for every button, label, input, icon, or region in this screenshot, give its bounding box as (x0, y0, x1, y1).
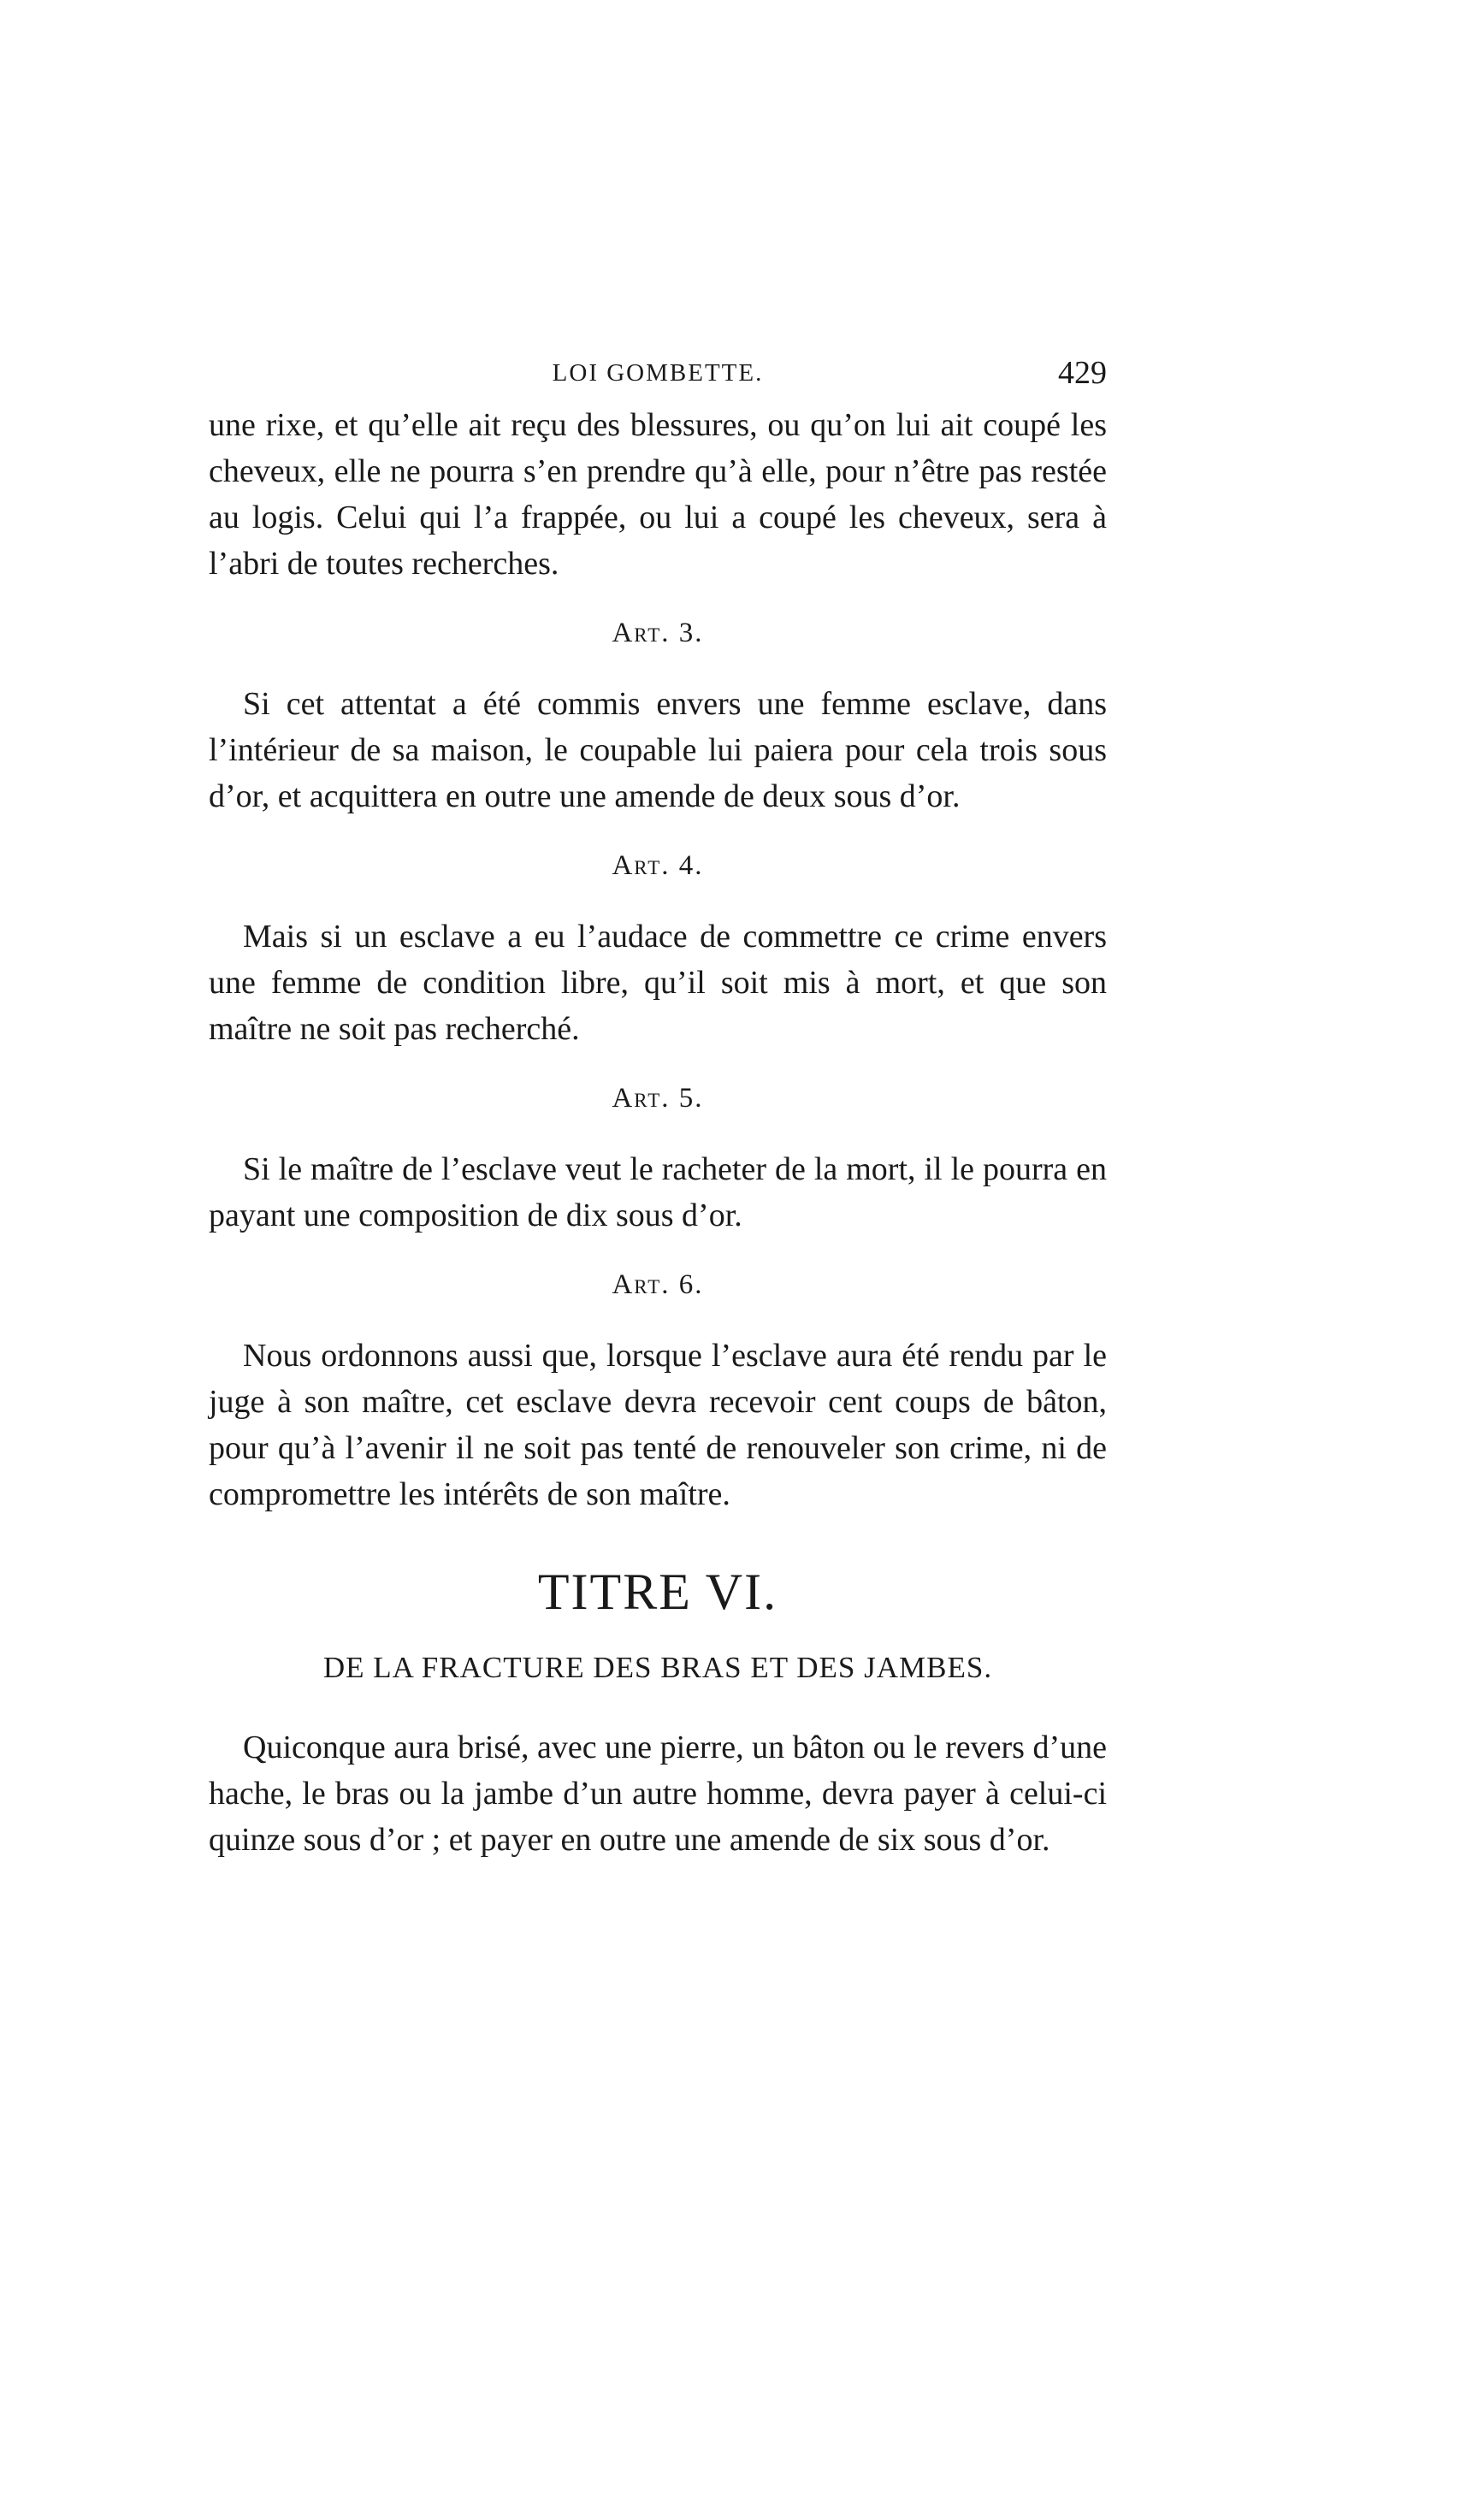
body-text (209, 402, 1107, 1863)
titre-text: Quiconque aura brisé, avec une pierre, un bâton ou le revers d’une hache, le bras ou la jambe d’un autre homme, devra payer à celui-ci quinze sous d’or ; et payer en outre une amende de six sous d’or. (209, 1729, 1107, 1858)
article-4-heading: Art. 4. (612, 850, 704, 881)
article-5-heading: Art. 5. (612, 1083, 704, 1114)
article-5-text: Si le maître de l’esclave veut le racheter de la mort, il le pourra en payant une composition de dix sous d’or. (209, 1151, 1107, 1233)
article-6-heading: Art. 6. (612, 1269, 704, 1300)
titre-heading: TITRE VI. (537, 1564, 778, 1620)
article-6-text: Nous ordonnons aussi que, lorsque l’esclave aura été rendu par le juge à son maître, cet esclave devra recevoir cent coups de bâton, pour qu’à l’avenir il ne soit pas tenté de renouveler son crime, ni de compromettre les intérêts de son maître. (209, 1338, 1107, 1512)
page-number: 429 (1058, 355, 1107, 391)
article-3-text: Si cet attentat a été commis envers une femme esclave, dans l’intérieur de sa maison, le coupable lui paiera pour cela trois sous d’or, et acquittera en outre une amende de deux sous d’or. (209, 686, 1107, 814)
paragraph-intro: une rixe, et qu’elle ait reçu des blessures, ou qu’on lui ait coupé les cheveux, elle ne pourra s’en prendre qu’à elle, pour n’être pas restée au logis. Celui qui l’a frappée, ou lui a coupé les cheveux, sera à l’abri de toutes recherches. (209, 407, 1107, 582)
page-header (209, 355, 1107, 402)
titre-subheading: DE LA FRACTURE DES BRAS ET DES JAMBES. (322, 1651, 993, 1684)
article-4-text: Mais si un esclave a eu l’audace de commettre ce crime envers une femme de condition libre, qu’il soit mis à mort, et que son maître ne soit pas recherché. (209, 919, 1107, 1047)
running-title: LOI GOMBETTE. (552, 359, 764, 387)
article-3-heading: Art. 3. (612, 618, 704, 648)
